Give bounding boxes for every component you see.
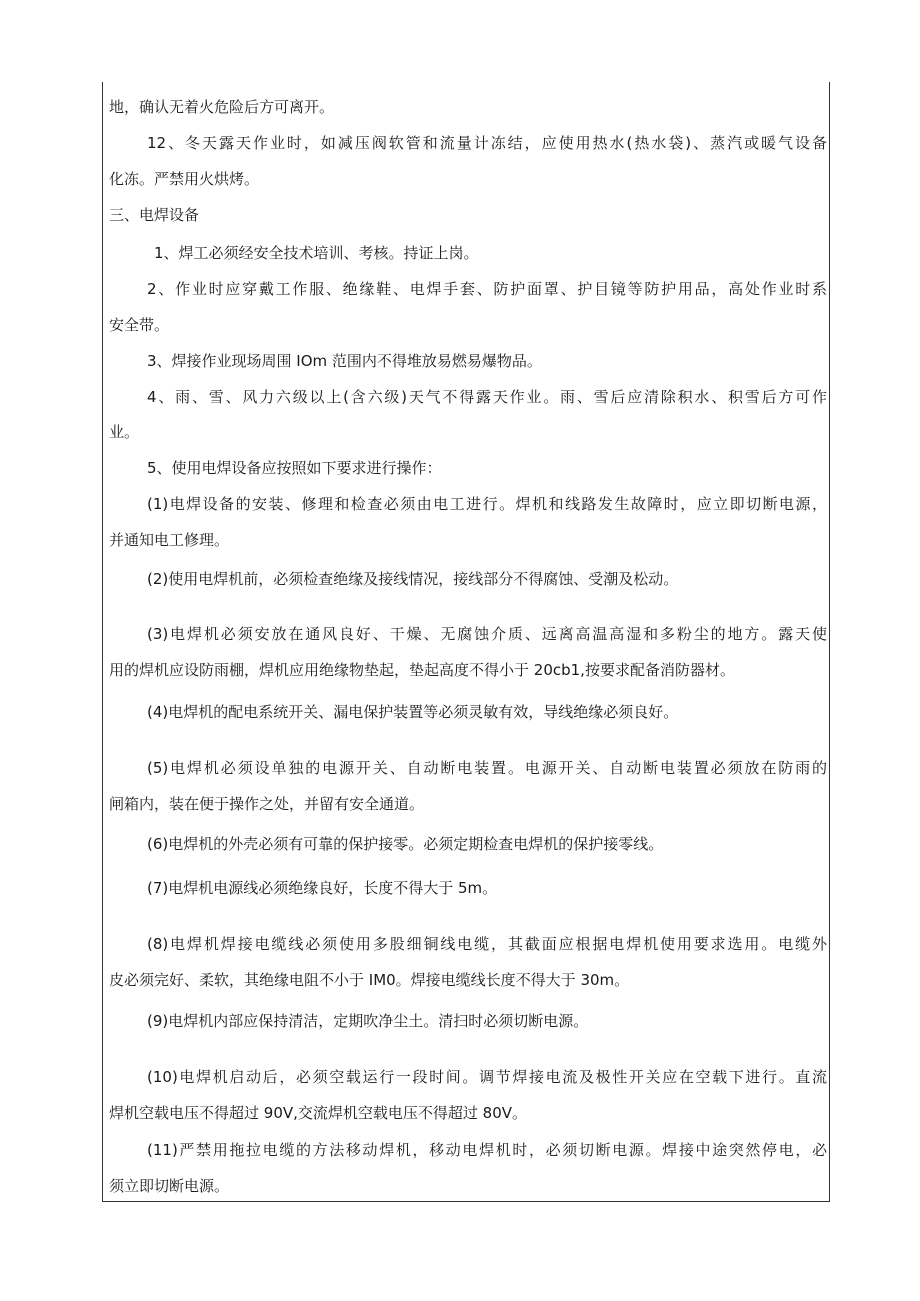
text-line: 4、雨、雪、风力六级以上(含六级)天气不得露天作业。雨、雪后应清除积水、积雪后方可作 bbox=[147, 388, 827, 406]
text-line: 地，确认无着火危险后方可离开。 bbox=[109, 98, 335, 116]
text-line: (3)电焊机必须安放在通风良好、干燥、无腐蚀介质、远离高温高湿和多粉尘的地方。露天使 bbox=[147, 625, 827, 643]
text-line: 化冻。严禁用火烘烤。 bbox=[109, 170, 260, 188]
text-line: 焊机空载电压不得超过 90V,交流焊机空载电压不得超过 80V。 bbox=[109, 1104, 528, 1122]
text-line: (8)电焊机焊接电缆线必须使用多股细铜线电缆，其截面应根据电焊机使用要求选用。电缆外 bbox=[147, 935, 827, 953]
text-line: 业。 bbox=[109, 423, 140, 441]
text-line: 5、使用电焊设备应按照如下要求进行操作： bbox=[147, 459, 442, 477]
text-line: (11)严禁用拖拉电缆的方法移动焊机，移动电焊机时，必须切断电源。焊接中途突然停电，必 bbox=[147, 1141, 827, 1159]
text-line: 并通知电工修理。 bbox=[109, 531, 230, 549]
document-table-cell bbox=[102, 82, 830, 1202]
text-line: 12、冬天露天作业时，如减压阀软管和流量计冻结，应使用热水(热水袋)、蒸汽或暖气设备 bbox=[147, 134, 827, 152]
text-line: 皮必须完好、柔软，其绝缘电阻不小于 IM0。焊接电缆线长度不得大于 30m。 bbox=[109, 971, 630, 989]
text-line: 三、电焊设备 bbox=[109, 206, 200, 224]
text-line: 安全带。 bbox=[109, 316, 170, 334]
text-line: 闸箱内，装在便于操作之处，并留有安全通道。 bbox=[109, 795, 425, 813]
text-line: 3、焊接作业现场周围 IOm 范围内不得堆放易燃易爆物品。 bbox=[147, 352, 542, 370]
text-line: 1、焊工必须经安全技术培训、考核。持证上岗。 bbox=[154, 244, 479, 262]
text-line: (2)使用电焊机前，必须检查绝缘及接线情况，接线部分不得腐蚀、受潮及松动。 bbox=[147, 570, 679, 588]
text-line: 须立即切断电源。 bbox=[109, 1177, 230, 1195]
text-line: (4)电焊机的配电系统开关、漏电保护装置等必须灵敏有效，导线绝缘必须良好。 bbox=[147, 703, 679, 721]
text-line: 2、作业时应穿戴工作服、绝缘鞋、电焊手套、防护面罩、护目镜等防护用品，高处作业时系 bbox=[147, 280, 827, 298]
text-line: (9)电焊机内部应保持清洁，定期吹净尘土。清扫时必须切断电源。 bbox=[147, 1012, 589, 1030]
text-line: (5)电焊机必须设单独的电源开关、自动断电装置。电源开关、自动断电装置必须放在防雨的 bbox=[147, 759, 827, 777]
text-line: (1)电焊设备的安装、修理和检查必须由电工进行。焊机和线路发生故障时，应立即切断电源， bbox=[147, 495, 827, 513]
text-line: 用的焊机应设防雨棚，焊机应用绝缘物垫起，垫起高度不得小于 20cb1,按要求配备消防器材。 bbox=[109, 661, 735, 679]
text-line: (10)电焊机启动后，必须空载运行一段时间。调节焊接电流及极性开关应在空载下进行。直流 bbox=[147, 1068, 827, 1086]
text-line: (6)电焊机的外壳必须有可靠的保护接零。必须定期检查电焊机的保护接零线。 bbox=[147, 835, 664, 853]
text-line: (7)电焊机电源线必须绝缘良好，长度不得大于 5m。 bbox=[147, 879, 498, 897]
